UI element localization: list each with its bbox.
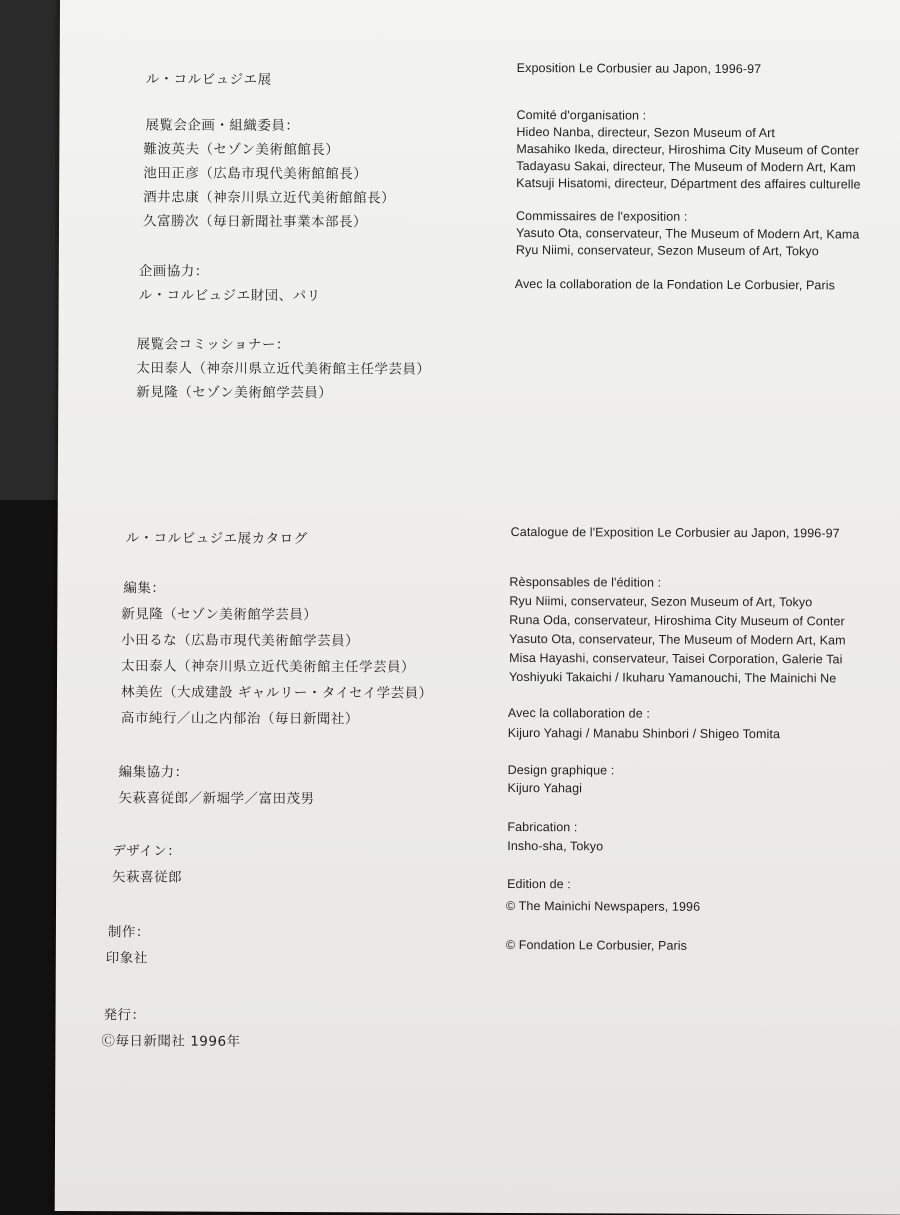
ja-committee-member: 酒井忠康（神奈川県立近代美術館館長）: [143, 189, 396, 207]
fr-collab-label: Avec la collaboration de :: [507, 705, 650, 721]
ja-edit-coop-label: 編集協力：: [118, 764, 189, 781]
ja-editor: 太田泰人（神奈川県立近代美術館主任学芸員）: [121, 658, 416, 676]
ja-cooperation-label: 企画協力：: [138, 263, 209, 280]
fr-editor: Misa Hayashi, conservateur, Taisei Corporation, Galerie Tai: [509, 650, 843, 667]
fr-fabrication: Insho-sha, Tokyo: [507, 838, 604, 854]
ja-catalogue-title: ル・コルビュジエ展カタログ: [125, 530, 308, 548]
fr-editing-label: Rèsponsables de l'édition :: [509, 574, 662, 590]
ja-commissioner: 新見隆（セゾン美術館学芸員）: [136, 384, 333, 402]
fr-committee-member: Masahiko Ikeda, directeur, Hiroshima City Museum of Conter: [516, 141, 860, 158]
fr-editor: Ryu Niimi, conservateur, Sezon Museum of Art, Tokyo: [509, 593, 813, 610]
ja-editor: 小田るな（広島市現代美術館学芸員）: [121, 632, 360, 650]
ja-cooperation: ル・コルビュジエ財団、パリ: [138, 287, 321, 305]
ja-editing-label: 編集：: [123, 580, 166, 597]
fr-fabrication-label: Fabrication :: [507, 819, 578, 835]
fr-commissioner: Yasuto Ota, conservateur, The Museum of Modern Art, Kama: [515, 225, 860, 242]
fr-editor: Yasuto Ota, conservateur, The Museum of Modern Art, Kam: [509, 631, 846, 648]
ja-commissioner: 太田泰人（神奈川県立近代美術館主任学芸員）: [136, 360, 431, 378]
ja-committee-member: 難波英夫（セゾン美術館館長）: [143, 141, 340, 159]
ja-editor: 新見隆（セゾン美術館学芸員）: [121, 606, 318, 624]
fr-committee-member: Hideo Nanba, directeur, Sezon Museum of Art: [516, 124, 776, 141]
fr-committee-member: Tadayasu Sakai, directeur, The Museum of Modern Art, Kam: [516, 158, 856, 175]
fr-commissioner-label: Commissaires de l'exposition :: [516, 208, 688, 224]
fr-commissioner: Ryu Niimi, conservateur, Sezon Museum of Art, Tokyo: [515, 242, 819, 259]
ja-commissioner-label: 展覧会コミッショナー：: [136, 336, 290, 354]
fr-design: Kijuro Yahagi: [507, 780, 583, 796]
ja-committee-member: 池田正彦（広島市現代美術館館長）: [143, 165, 368, 183]
ja-exhibition-title: ル・コルビュジエ展: [145, 71, 272, 88]
fr-catalogue-title: Catalogue de l'Exposition Le Corbusier au Japon, 1996-97: [510, 524, 840, 541]
ja-production-label: 制作：: [107, 924, 150, 941]
fr-collab: Kijuro Yahagi / Manabu Shinbori / Shigeo Tomita: [507, 725, 781, 742]
ja-design-label: デザイン：: [112, 843, 182, 860]
ja-edit-coop: 矢萩喜従郎／新堀学／富田茂男: [118, 790, 315, 808]
fr-edition: © The Mainichi Newspapers, 1996: [506, 898, 701, 914]
catalogue-credits-page: [55, 0, 900, 1215]
ja-editor: 林美佐（大成建設 ギャルリー・タイセイ学芸員）: [120, 684, 433, 702]
ja-editor: 高市純行／山之内郁治（毎日新聞社）: [120, 710, 359, 728]
fr-editor: Yoshiyuki Takaichi / Ikuharu Yamanouchi, The Mainichi Ne: [509, 669, 837, 686]
ja-publisher-label: 発行：: [103, 1007, 146, 1024]
fr-fondation-copyright: © Fondation Le Corbusier, Paris: [505, 937, 688, 953]
ja-design: 矢萩喜従郎: [112, 869, 183, 886]
fr-design-label: Design graphique :: [507, 762, 615, 778]
ja-committee-label: 展覧会企画・組織委員：: [145, 117, 300, 135]
fr-edition-label: Edition de :: [507, 876, 571, 892]
ja-committee-member: 久富勝次（毎日新聞社事業本部長）: [142, 213, 368, 231]
fr-committee-member: Katsuji Hisatomi, directeur, Départment des affaires culturelle: [516, 175, 861, 192]
ja-production: 印象社: [105, 950, 148, 967]
fr-exhibition-title: Exposition Le Corbusier au Japon, 1996-97: [516, 60, 762, 77]
ja-publisher: Ⓒ毎日新聞社 1996年: [101, 1033, 241, 1050]
fr-collaboration: Avec la collaboration de la Fondation Le Corbusier, Paris: [514, 276, 836, 293]
fr-editor: Runa Oda, conservateur, Hiroshima City Museum of Conter: [509, 612, 845, 629]
fr-committee-label: Comité d'organisation :: [516, 107, 647, 123]
